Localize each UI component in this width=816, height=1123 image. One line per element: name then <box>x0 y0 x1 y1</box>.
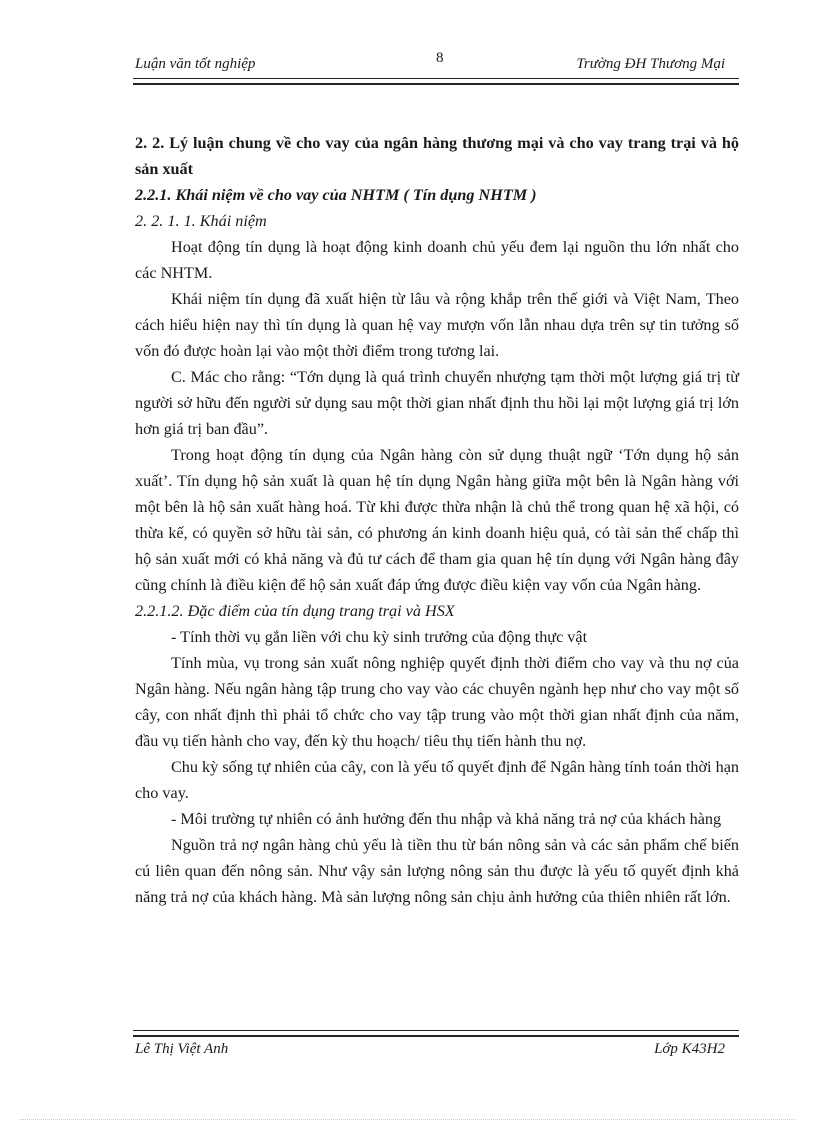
header-thesis-title: Luận văn tốt nghiệp <box>135 56 256 72</box>
header-rule <box>133 78 739 85</box>
paragraph: C. Mác cho rằng: “Tớn dụng là quá trình chuyển nhượng tạm thời một lượng giá trị từ người sở hữu đến người sử dụng sau một thời gian nhất định thu hồi lại một lượng giá trị lớn hơn giá trị ban đầu”. <box>135 368 739 438</box>
subsection-heading: 2.2.1. Khái niệm về cho vay của NHTM ( Tín dụng NHTM ) <box>135 186 537 204</box>
page-body <box>135 130 739 910</box>
paragraph: - Tính thời vụ gắn liền với chu kỳ sinh trưởng của động thực vật <box>171 628 588 646</box>
page-number: 8 <box>436 50 444 66</box>
footer-rule <box>133 1030 739 1037</box>
paragraph: Nguồn trả nợ ngân hàng chủ yếu là tiền thu từ bán nông sản và các sản phẩm chế biến cú liên quan đến nông sản. Như vậy sản lượng nông sản thu được là yếu tố quyết định khả năng trả nợ của khách hàng. Mà sản lượng nông sản chịu ảnh hưởng của thiên nhiên rất lớn. <box>135 836 739 906</box>
paragraph: - Môi trường tự nhiên có ảnh hưởng đến thu nhập và khả năng trả nợ của khách hàng <box>171 810 722 828</box>
header-university: Trường ĐH Thương Mại <box>576 56 725 72</box>
section-heading: 2. 2. Lý luận chung về cho vay của ngân hàng thương mại và cho vay trang trại và hộ sản xuất <box>135 134 739 178</box>
paragraph: Hoạt động tín dụng là hoạt động kinh doanh chủ yếu đem lại nguồn thu lớn nhất cho các NHTM. <box>135 238 739 282</box>
paragraph: Khái niệm tín dụng đã xuất hiện từ lâu và rộng khắp trên thế giới và Việt Nam, Theo cách hiểu hiện nay thì tín dụng là quan hệ vay mượn vốn lẫn nhau dựa trên sự tin tưởng số vốn đó được hoàn lại vào một thời điểm trong tương lai. <box>135 290 739 360</box>
paragraph: Chu kỳ sống tự nhiên của cây, con là yếu tố quyết định để Ngân hàng tính toán thời hạn cho vay. <box>135 758 739 802</box>
page-header <box>133 48 739 78</box>
subsubsection-heading-2: 2.2.1.2. Đặc điểm của tín dụng trang trại và HSX <box>135 602 455 620</box>
subsubsection-heading: 2. 2. 1. 1. Khái niệm <box>135 212 267 230</box>
paragraph: Tính mùa, vụ trong sản xuất nông nghiệp quyết định thời điểm cho vay và thu nợ của Ngân hàng. Nếu ngân hàng tập trung cho vay vào các chuyên ngành hẹp như cho vay một số cây, con nhất định thì phải tổ chức cho vay tập trung vào một thời gian nhất định của năm, đầu vụ tiến hành cho vay, đến kỳ thu hoạch/ tiêu thụ tiến hành thu nợ. <box>135 654 739 750</box>
paragraph: Trong hoạt động tín dụng của Ngân hàng còn sử dụng thuật ngữ ‘Tớn dụng hộ sản xuất’. Tín dụng hộ sản xuất là quan hệ tín dụng Ngân hàng giữa một bên là Ngân hàng với một bên là hộ sản xuất hàng hoá. Từ khi được thừa nhận là chủ thể trong quan hệ xã hội, có thừa kế, có quyền sở hữu tài sản, có phương án kinh doanh hiệu quả, có tài sản thế chấp thì hộ sản xuất mới có khả năng và đủ tư cách để tham gia quan hệ tín dụng với Ngân hàng đây cũng chính là điều kiện để hộ sản xuất đáp ứng được điều kiện vay vốn của Ngân hàng. <box>135 446 739 594</box>
footer-class: Lớp K43H2 <box>654 1041 725 1057</box>
footer-author: Lê Thị Việt Anh <box>135 1041 229 1057</box>
page-edge-divider <box>20 1119 796 1120</box>
